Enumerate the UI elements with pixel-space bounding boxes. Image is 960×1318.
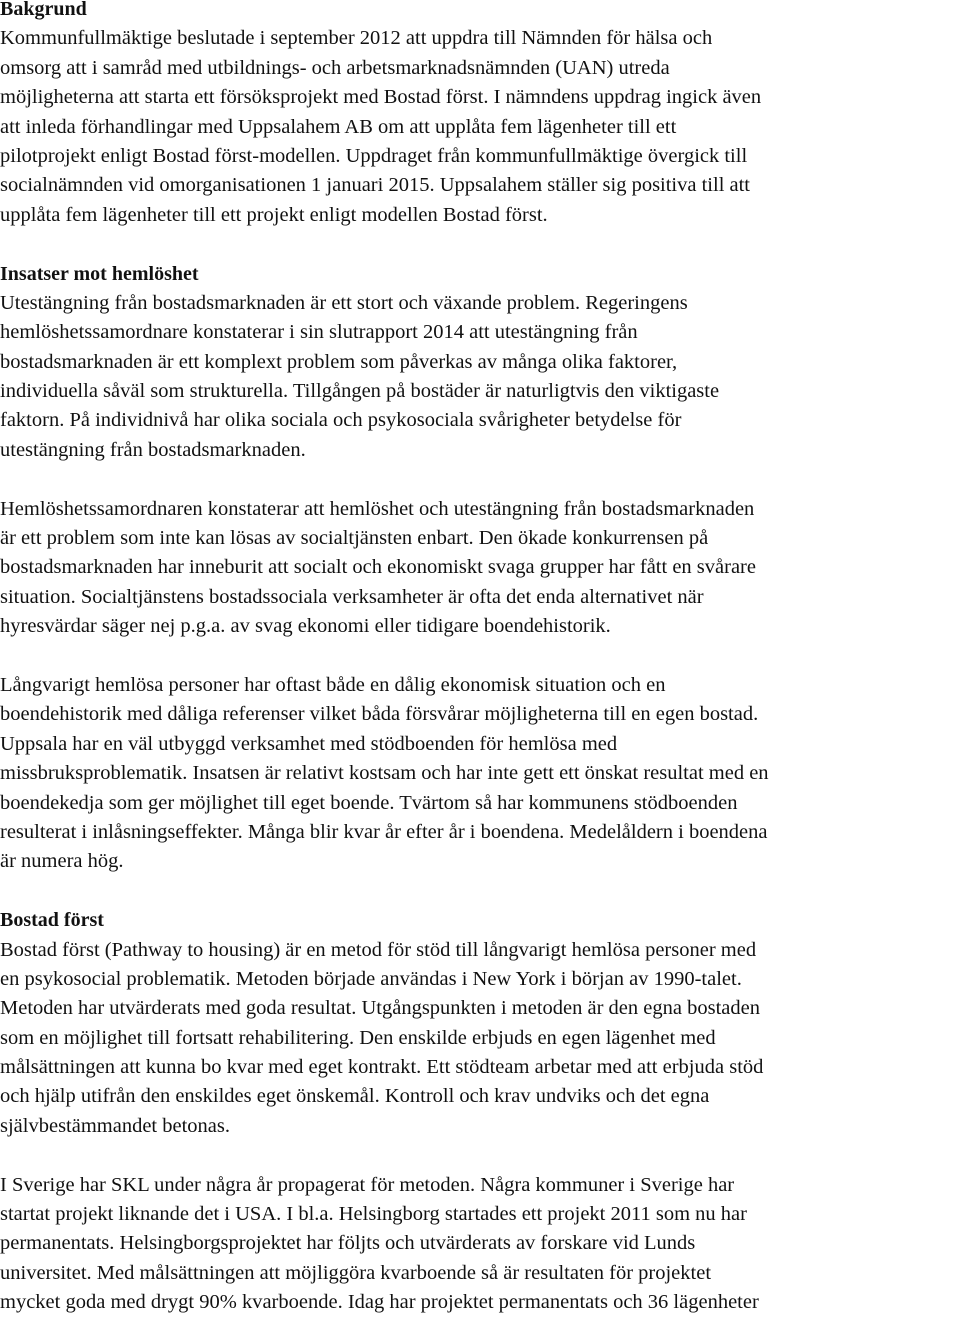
text-line: Metoden har utvärderats med goda resultat. Utgångspunkten i metoden är den egna bostaden (0, 997, 760, 1020)
text-line: utestängning från bostadsmarknaden. (0, 438, 306, 461)
text-line: hemlöshetssamordnare konstaterar i sin slutrapport 2014 att utestängning från (0, 321, 638, 344)
section-heading: Bakgrund (0, 0, 87, 20)
text-line: upplåta fem lägenheter till ett projekt enligt modellen Bostad först. (0, 203, 548, 226)
paragraph (0, 936, 960, 1142)
text-line: Hemlöshetssamordnaren konstaterar att hemlöshet och utestängning från bostadsmarknaden (0, 497, 755, 520)
section-insatser-mot-hemloshet (0, 260, 960, 877)
text-line: självbestämmandet betonas. (0, 1114, 230, 1137)
paragraph (0, 671, 960, 877)
text-line: Långvarigt hemlösa personer har oftast både en dålig ekonomisk situation och en (0, 673, 666, 696)
text-line: mycket goda med drygt 90% kvarboende. Idag har projektet permanentats och 36 lägenheter (0, 1291, 759, 1314)
paragraph-gap (0, 642, 960, 671)
paragraph-gap (0, 465, 960, 494)
paragraph-gap (0, 1141, 960, 1170)
text-line: individuella såväl som strukturella. Tillgången på bostäder är naturligtvis den viktigaste (0, 380, 720, 403)
paragraph-gap (0, 877, 960, 906)
text-line: Uppsala har en väl utbyggd verksamhet med stödboenden för hemlösa med (0, 732, 618, 755)
text-line: Bostad först (Pathway to housing) är en metod för stöd till långvarigt hemlösa personer med (0, 938, 757, 961)
text-line: hyresvärdar säger nej p.g.a. av svag ekonomi eller tidigare boendehistorik. (0, 615, 611, 638)
text-line: och hjälp utifrån den enskildes eget önskemål. Kontroll och krav undviks och det egna (0, 1085, 710, 1108)
text-line: som en möjlighet till fortsatt rehabilitering. Den enskilde erbjuds en egen lägenhet med (0, 1026, 716, 1049)
text-line: omsorg att i samråd med utbildnings- och arbetsmarknadsnämnden (UAN) utreda (0, 56, 670, 79)
paragraph-gap (0, 230, 960, 259)
text-line: universitet. Med målsättningen att möjliggöra kvarboende så är resultaten för projektet (0, 1261, 712, 1284)
paragraph (0, 1171, 960, 1318)
text-line: I Sverige har SKL under några år propagerat för metoden. Några kommuner i Sverige har (0, 1173, 735, 1196)
text-line: boendehistorik med dåliga referenser vilket båda försvårar möjligheterna till en egen bostad. (0, 703, 759, 726)
text-line: resulterat i inlåsningseffekter. Många blir kvar år efter år i boendena. Medelåldern i boendena (0, 820, 768, 843)
section-bostad-forst (0, 906, 960, 1317)
text-line: startat projekt liknande det i USA. I bl.a. Helsingborg startades ett projekt 2011 som nu har (0, 1203, 747, 1226)
text-line: faktorn. På individnivå har olika sociala och psykosociala svårigheter betydelse för (0, 409, 682, 432)
text-line: bostadsmarknaden är ett komplext problem som påverkas av många olika faktorer, (0, 350, 678, 373)
text-line: är numera hög. (0, 850, 124, 873)
paragraph (0, 289, 960, 465)
text-line: möjligheterna att starta ett försöksprojekt med Bostad först. I nämndens uppdrag ingick även (0, 86, 762, 109)
text-line: bostadsmarknaden har inneburit att socialt och ekonomiskt svaga grupper har fått en svårare (0, 556, 756, 579)
paragraph (0, 495, 960, 642)
text-line: är ett problem som inte kan lösas av socialtjänsten enbart. Den ökade konkurrensen på (0, 527, 709, 550)
text-line: Utestängning från bostadsmarknaden är ett stort och växande problem. Regeringens (0, 291, 688, 314)
text-line: permanentats. Helsingborgsprojektet har följts och utvärderats av forskare vid Lunds (0, 1232, 696, 1255)
text-line: boendekedja som ger möjlighet till eget boende. Tvärtom så har kommunens stödboenden (0, 791, 738, 814)
section-heading: Bostad först (0, 909, 104, 932)
text-line: Kommunfullmäktige beslutade i september 2012 att uppdra till Nämnden för hälsa och (0, 27, 713, 50)
text-line: att inleda förhandlingar med Uppsalahem AB om att upplåta fem lägenheter till ett (0, 115, 677, 138)
text-line: missbruksproblematik. Insatsen är relativt kostsam och har inte gett ett önskat resultat med en (0, 762, 769, 785)
text-line: situation. Socialtjänstens bostadssociala verksamheter är ofta det enda alternativet när (0, 585, 704, 608)
section-heading: Insatser mot hemlöshet (0, 262, 199, 285)
paragraph (0, 24, 960, 230)
text-line: målsättningen att kunna bo kvar med eget kontrakt. Ett stödteam arbetar med att erbjuda stöd (0, 1056, 764, 1079)
text-line: pilotprojekt enligt Bostad först-modellen. Uppdraget från kommunfullmäktige övergick till (0, 144, 748, 167)
text-line: en psykosocial problematik. Metoden började användas i New York i början av 1990-talet. (0, 967, 742, 990)
section-bakgrund (0, 0, 960, 230)
text-line: socialnämnden vid omorganisationen 1 januari 2015. Uppsalahem ställer sig positiva till att (0, 174, 751, 197)
